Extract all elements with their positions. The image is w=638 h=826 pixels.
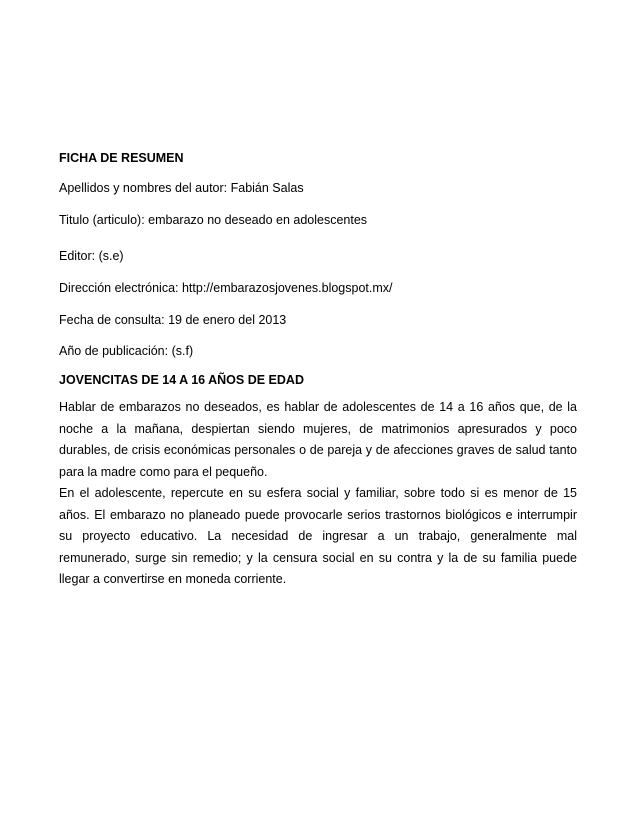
access-date-field: Fecha de consulta: 19 de enero del 2013 xyxy=(59,313,287,327)
editor-field: Editor: (s.e) xyxy=(59,249,124,263)
article-title-field: Titulo (articulo): embarazo no deseado en adolescentes xyxy=(59,213,368,227)
author-field: Apellidos y nombres del autor: Fabián Salas xyxy=(59,181,304,195)
section-heading: JOVENCITAS DE 14 A 16 AÑOS DE EDAD xyxy=(59,373,304,387)
url-field: Dirección electrónica: http://embarazosjovenes.blogspot.mx/ xyxy=(59,281,393,295)
body-paragraph: En el adolescente, repercute en su esfera social y familiar, sobre todo si es menor de 15 años. El embarazo no planeado puede provocarle serios trastornos biológicos e interrumpir su proyecto educativo. La necesidad de ingresar a un trabajo, generalmente mal remunerado, surge sin remedio; y la censura social en su contra y la de su familia puede llegar a convertirse en moneda corriente. xyxy=(59,486,577,586)
document-page xyxy=(59,0,577,826)
publication-year-field: Año de publicación: (s.f) xyxy=(59,344,194,358)
document-title: FICHA DE RESUMEN xyxy=(59,151,184,165)
body-paragraph: Hablar de embarazos no deseados, es hablar de adolescentes de 14 a 16 años que, de la noche a la mañana, despiertan siendo mujeres, de matrimonios apresurados y poco durables, de crisis económicas personales o de pareja y de afecciones graves de salud tanto para la madre como para el pequeño. xyxy=(59,400,577,479)
